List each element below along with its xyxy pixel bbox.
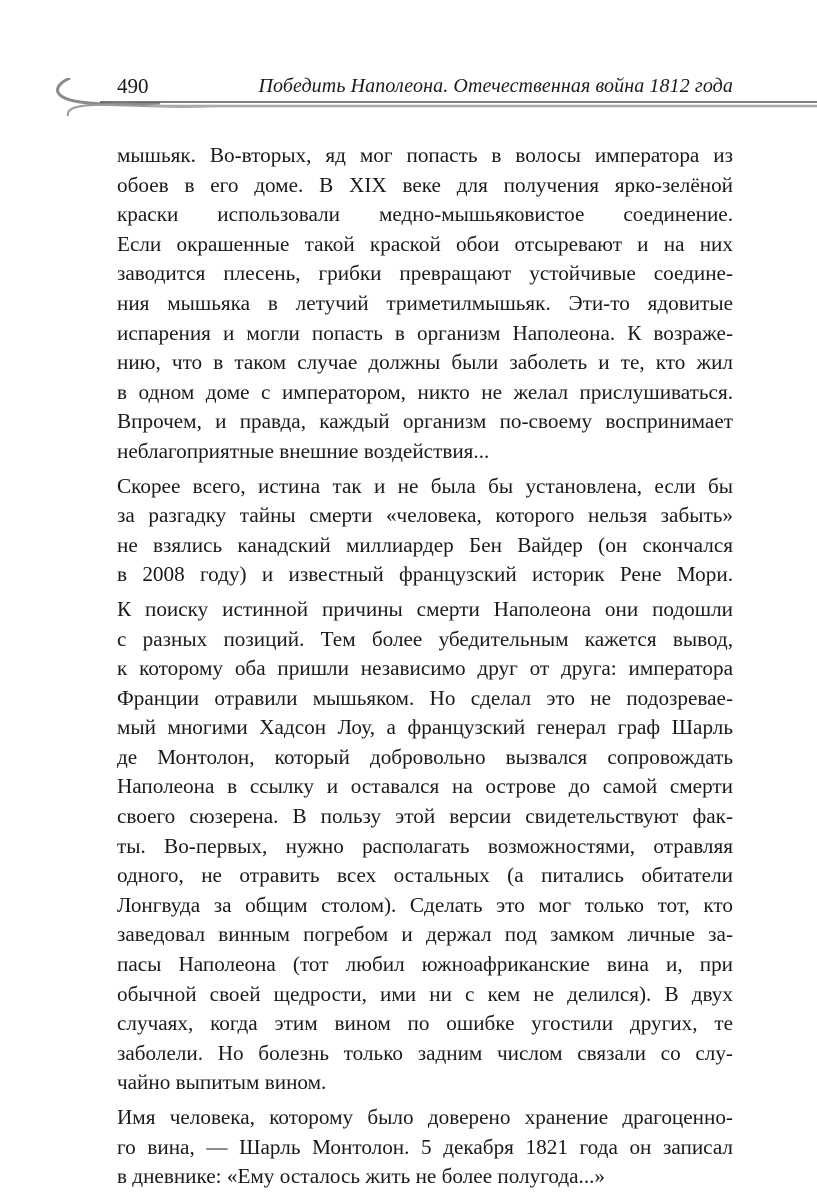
text-line: заводится плесень, грибки превращают устойчивые соедине- (117, 261, 733, 286)
text-line: с разных позиций. Тем более убедительным кажется вывод, (117, 626, 733, 651)
text-line: в одном доме с императором, никто не желал прислушиваться. (117, 379, 733, 404)
text-line: Наполеона в ссылку и оставался на острове до самой смерти (117, 774, 733, 799)
paragraph (117, 472, 733, 590)
text-line: Имя человека, которому было доверено хранение драгоценно- (117, 1105, 733, 1129)
text-line: пасы Наполеона (тот любил южноафриканские вина и, при (117, 952, 733, 977)
text-line: в 2008 году) и известный французский историк Рене Мори. (117, 562, 733, 587)
text-line: ты. Во-первых, нужно располагать возможностями, отравляя (117, 833, 733, 858)
text-line: чайно выпитым вином. (117, 1070, 327, 1095)
text-line: к которому оба пришли независимо друг от друга: императора (117, 656, 733, 681)
body-text (117, 141, 733, 1197)
text-line: мый многими Хадсон Лоу, а французский генерал граф Шарль (117, 715, 733, 740)
text-line: Впрочем, и правда, каждый организм по-своему воспринимает (117, 409, 733, 434)
text-line: нию, что в таком случае должны были заболеть и те, кто жил (117, 350, 733, 375)
paragraph (117, 141, 733, 467)
paragraph (117, 595, 733, 1098)
text-line: заболели. Но болезнь только задним числом связали со слу- (117, 1040, 733, 1065)
text-line: обоев в его доме. В XIX веке для получения ярко-зелёной (117, 172, 733, 197)
paragraph (117, 1103, 733, 1192)
text-line: обычной своей щедрости, ими ни с кем не делился). В двух (117, 981, 733, 1006)
text-line: не взялись канадский миллиардер Бен Вайдер (он скончался (117, 532, 733, 557)
text-line: де Монтолон, который добровольно вызвался сопровождать (117, 744, 733, 769)
text-line: ния мышьяка в летучий триметилмышьяк. Эти-то ядовитые (117, 290, 733, 315)
curved-rule-ornament-icon (0, 78, 817, 138)
text-line: неблагоприятные внешние воздействия... (117, 438, 490, 463)
text-line: Скорее всего, истина так и не была бы установлена, если бы (117, 473, 733, 498)
text-line: испарения и могли попасть в организм Наполеона. К возраже- (117, 320, 733, 345)
text-line: мышьяк. Во-вторых, яд мог попасть в волосы императора из (117, 143, 733, 167)
text-line: одного, не отравить всех остальных (а питались обитатели (117, 863, 733, 888)
book-title: Победить Наполеона. Отечественная война 1812 года (258, 75, 733, 97)
text-line: го вина, — Шарль Монтолон. 5 декабря 1821 года он записал (117, 1134, 733, 1159)
text-line: Лонгвуда за общим столом). Сделать это мог только тот, кто (117, 892, 733, 917)
page-number: 490 (117, 74, 149, 98)
text-line: Франции отравили мышьяком. Но сделал это не подозревае- (117, 685, 733, 710)
text-line: заведовал винным погребом и держал под замком личные за- (117, 922, 733, 947)
text-line: К поиску истинной причины смерти Наполеона они подошли (117, 596, 733, 621)
text-line: своего сюзерена. В пользу этой версии свидетельствуют фак- (117, 804, 733, 829)
text-line: Если окрашенные такой краской обои отсыревают и на них (117, 231, 733, 256)
text-line: случаях, когда этим вином по ошибке угостили других, те (117, 1011, 733, 1036)
text-line: за разгадку тайны смерти «человека, которого нельзя забыть» (117, 503, 733, 528)
text-line: краски использовали медно-мышьяковистое соединение. (117, 202, 733, 227)
text-line: в дневнике: «Ему осталось жить не более полугода...» (117, 1164, 606, 1189)
